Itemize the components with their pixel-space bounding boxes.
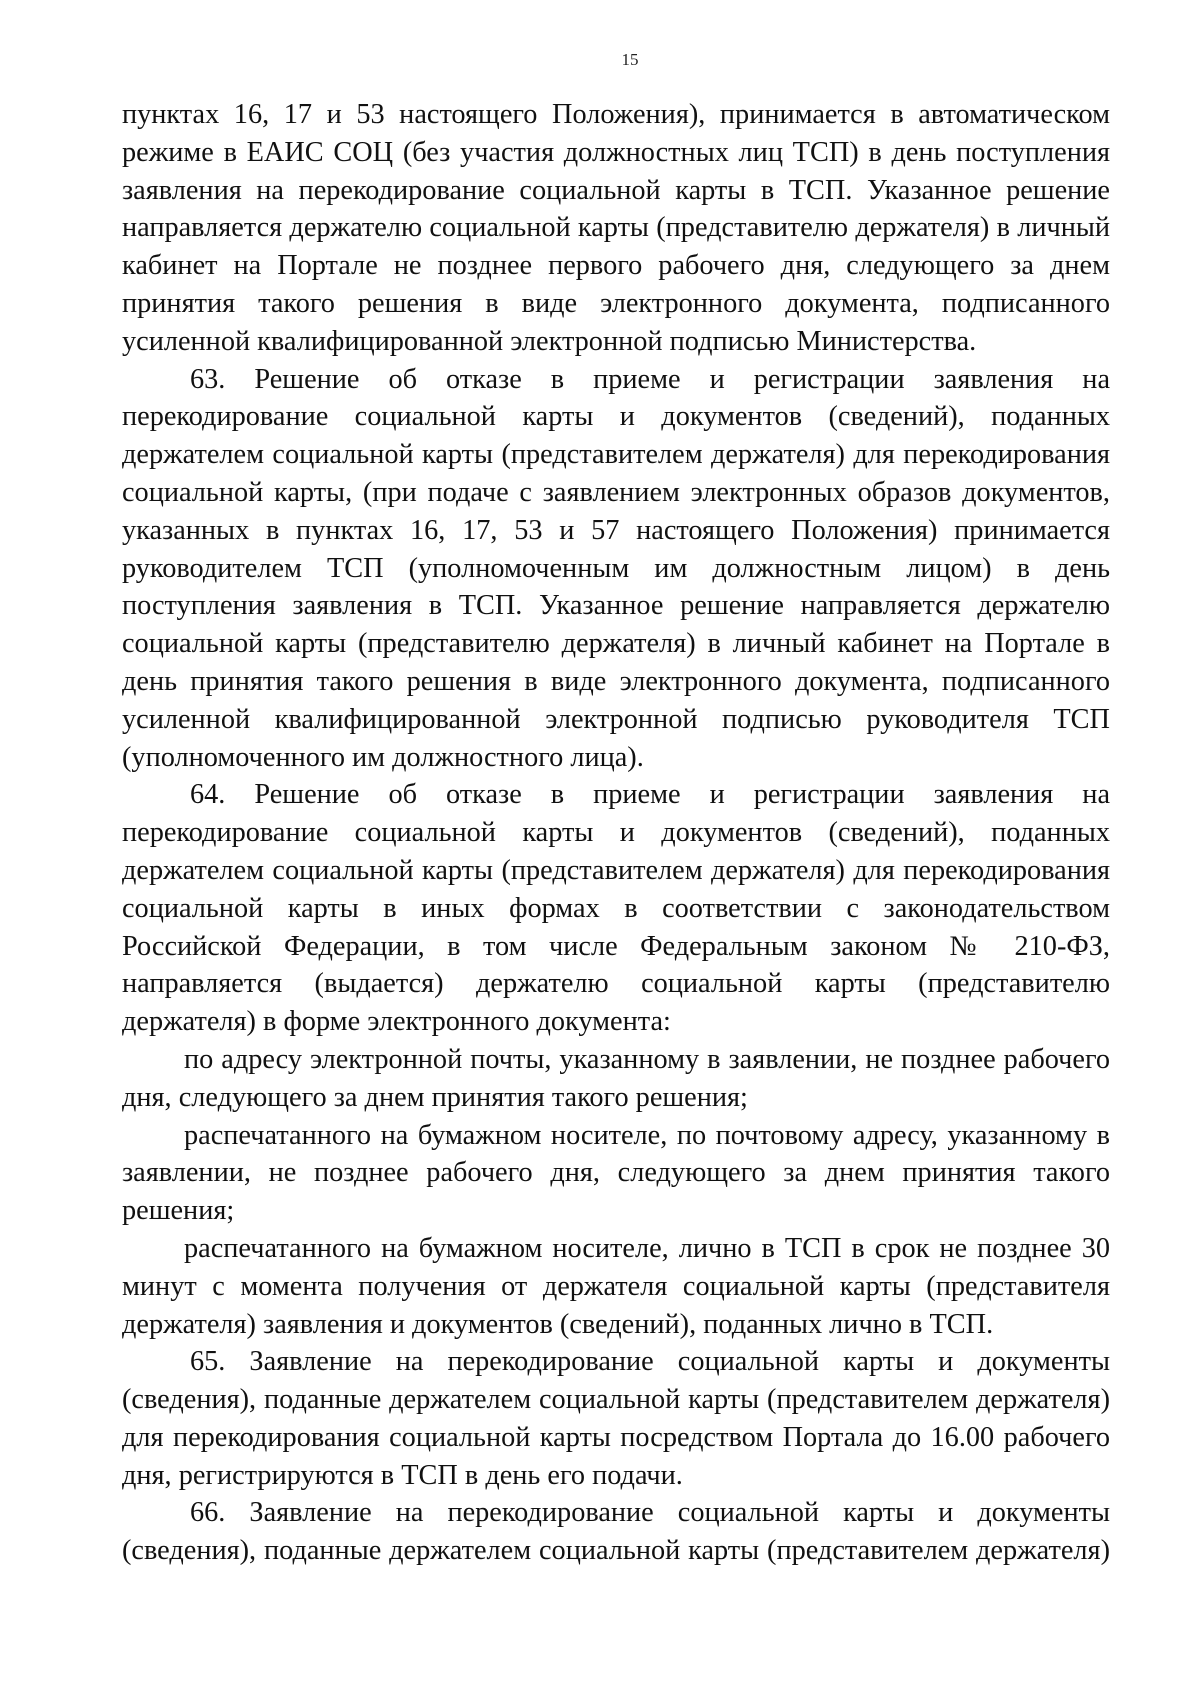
paragraph-62-continuation: пунктах 16, 17 и 53 настоящего Положения), принимается в автоматическом режиме в ЕАИС СОЦ (без участия должностных лиц ТСП) в день поступления заявления на перекодирование социальной карты в ТСП. Указанное решение направляется держателю социальной карты (представителю держателя) в личный кабинет на Портале не позднее первого рабочего дня, следующего за днем принятия такого решения в виде электронного документа, подписанного усиленной квалифицированной электронной подписью Министерства. [122,99,1110,357]
paragraph-64-item-email: по адресу электронной почты, указанному в заявлении, не позднее рабочего дня, следующего за днем принятия такого решения; [122,1043,1110,1113]
page-number: 15 [621,50,639,69]
paragraph-64: 64. Решение об отказе в приеме и регистрации заявления на перекодирование социальной карты и документов (сведений), поданных держателем социальной карты (представителем держателя) для перекодирования социальной карты в иных формах в соответствии с законодательством Российской Федерации, в том числе Федеральным законом № 210-ФЗ, направляется (выдается) держателю социальной карты (представителю держателя) в форме электронного документа: [122,779,1110,1038]
paragraph-64-item-in-person: распечатанного на бумажном носителе, лично в ТСП в срок не позднее 30 минут с момента получения от держателя социальной карты (представителя держателя) заявления и документов (сведений), поданных лично в ТСП. [122,1232,1110,1340]
document-body [122,96,1110,1570]
paragraph-63: 63. Решение об отказе в приеме и регистрации заявления на перекодирование социальной карты и документов (сведений), поданных держателем социальной карты (представителем держателя) для перекодирования социальной карты, (при подаче с заявлением электронных образов документов, указанных в пунктах 16, 17, 53 и 57 настоящего Положения) принимается руководителем ТСП (уполномоченным им должностным лицом) в день поступления заявления в ТСП. Указанное решение направляется держателю социальной карты (представителю держателя) в личный кабинет на Портале в день принятия такого решения в виде электронного документа, подписанного усиленной квалифицированной электронной подписью руководителя ТСП (уполномоченного им должностного лица). [122,363,1110,773]
paragraph-66: 66. Заявление на перекодирование социальной карты и документы (сведения), поданные держателем социальной карты (представителем держателя) [122,1497,1110,1567]
paragraph-64-item-post: распечатанного на бумажном носителе, по почтовому адресу, указанному в заявлении, не позднее рабочего дня, следующего за днем принятия такого решения; [122,1119,1110,1227]
paragraph-65: 65. Заявление на перекодирование социальной карты и документы (сведения), поданные держателем социальной карты (представителем держателя) для перекодирования социальной карты посредством Портала до 16.00 рабочего дня, регистрируются в ТСП в день его подачи. [122,1346,1110,1491]
